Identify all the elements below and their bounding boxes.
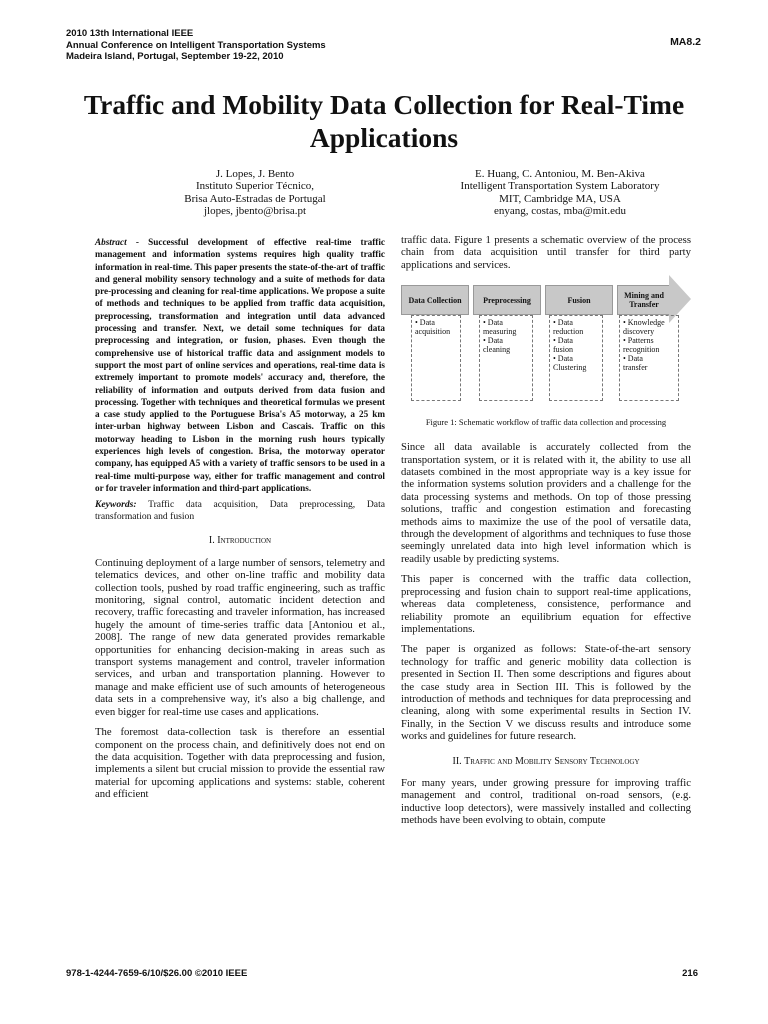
- stage-item: • Data: [553, 318, 573, 328]
- stage-head-mining-transfer: Mining and Transfer: [617, 285, 671, 315]
- author-block-1: [130, 168, 380, 218]
- stage-head-preprocessing: Preprocessing: [473, 285, 541, 315]
- author-line: Instituto Superior Técnico,: [195, 180, 315, 193]
- keywords: [95, 499, 385, 522]
- stage-box-mining-transfer: [619, 315, 679, 401]
- stage-item: Clustering: [553, 363, 587, 373]
- keywords-label: Keywords:: [95, 499, 137, 511]
- stage-item: • Data: [623, 354, 643, 364]
- stage-head-data-collection: Data Collection: [401, 285, 469, 315]
- stage-box-preprocessing: [479, 315, 533, 401]
- right-column: [401, 234, 691, 835]
- stage-box-fusion: [549, 315, 603, 401]
- paragraph: The paper is organized as follows: State-of-the-art sensory technology for traffic and generic mobility data collection is presented in Section II. Then some descriptions and figures about the case study area in Section III. This is followed by the introduction of methods and techniques for data preprocessing and cleaning, along with some experimental results in Section IV. Finally, in the Section V we discuss results and introduce some works and guidelines for future research.: [401, 643, 691, 743]
- paragraph: Since all data available is accurately collected from the transportation system, or it is related with it, the ability to use all datasets combined in the most appropriate way is a key issue for the information systems solution providers and a challenge for the data processing systems and methods. On top of those pressing solutions, traffic and congestion estimation and forecasting methods aims to maximize the use of the pool of versatile data, through the development of algorithms and techniques to fuse those seemingly unrelated data into high level information which is readily usable by predicting systems.: [401, 441, 691, 565]
- section-heading-introduction: [95, 535, 385, 547]
- stage-item: • Data: [415, 318, 435, 328]
- section-title: Traffic and Mobility Sensory Technology: [464, 755, 640, 767]
- section-number: I.: [208, 535, 215, 547]
- paragraph: Continuing deployment of a large number of sensors, telemetry and telematics devices, and other on-line traffic and mobility data collection tools, pushed by road traffic engineering, such as traffic monitoring, signal control, automatic incident detection and recovery, traffic forecasting and traveler information, has increased hugely the amount of time-series traffic data [Antoniou et al., 2008]. The range of new data generated provides remarkable opportunities for enhancing decision-making in areas such as transport systems management and control, traveler information services, and urban and transportation planning. However to manage and make efficient use of such amounts of heterogeneous data sets in a comprehensive way, it's also a big challenge, and even bigger for real-time use cases and applications.: [95, 556, 385, 718]
- stage-item: fusion: [553, 345, 573, 355]
- stage-item: • Data: [483, 318, 503, 328]
- author-block-2: [410, 168, 710, 218]
- stage-item: transfer: [623, 363, 648, 373]
- author-line: jlopes, jbento@brisa.pt: [203, 205, 307, 218]
- footer-isbn: 978-1-4244-7659-6/10/$26.00 ©2010 IEEE: [66, 968, 248, 979]
- stage-item: • Patterns: [623, 336, 654, 346]
- stage-item: • Knowledge: [623, 318, 665, 328]
- stage-item: acquisition: [415, 327, 451, 337]
- author-line: MIT, Cambridge MA, USA: [499, 192, 621, 205]
- paragraph: This paper is concerned with the traffic data collection, preprocessing and fusion chain to support real-time applications, whereas data completeness, consistence, performance and reliability promote an equilibrium equation for effective implementations.: [401, 573, 691, 635]
- stage-head-fusion: Fusion: [545, 285, 613, 315]
- stage-item: • Data: [553, 336, 573, 346]
- abstract-text: - Successful development of effective real-time traffic management and information systems requires high quality traffic information in real-time. This paper presents the state-of-the-art of traffic and general mobility sensory technology and a suite of methods for data pre-processing and cleaning for real-time applications. We propose a suite of methods and techniques to be applied from traffic data acquisition, preprocessing, transformation and integration until data advanced processing and transfer. Next, we detail some techniques for data preprocessing and integration, or fusion, phases. Even though the comprehensive use of historical traffic data and assignment models to support the most part of online services and operations, real-time data is extremely important to promote models' accuracy and, therefore, the reliability of information and outputs derived from data fusion and processing. Together with techniques and theoretical formulas we present a case study applied to the Portuguese Brisa's A5 motorway, a 25 km inter-urban highway between Lisbon and Cascais. Traffic on this motorway heading to Lisbon in the morning rush hours typically experiences high levels of congestion. Brisa, the motorway operator company, has equipped A5 with a variety of traffic sensors to be used in a real-time multi-purpose way, either for traffic management and control or for traveler information and third-part applications.: [95, 237, 385, 493]
- keywords-text: Traffic data acquisition, Data preprocessing, Data transformation and fusion: [95, 499, 385, 522]
- paragraph: For many years, under growing pressure for improving traffic management and control, traditional on-road sensors, (e.g. inductive loop detectors), were massively installed and collecting methods have been evolving to obtain, compute: [401, 776, 691, 827]
- section-title: Introduction: [217, 535, 272, 547]
- conference-header: [66, 28, 326, 63]
- conference-line: 2010 13th International IEEE: [66, 28, 194, 39]
- paragraph: traffic data. Figure 1 presents a schematic overview of the process chain from data acquisition until transfer for third party applications and services.: [401, 234, 691, 271]
- abstract: [95, 236, 385, 494]
- stage-item: • Data: [553, 354, 573, 364]
- left-column: [95, 236, 385, 809]
- section-heading-sensory-technology: [401, 756, 691, 768]
- author-line: Intelligent Transportation System Laboratory: [460, 180, 660, 193]
- stage-item: discovery: [623, 327, 655, 337]
- abstract-label: Abstract: [95, 237, 127, 247]
- author-line: J. Lopes, J. Bento: [215, 168, 295, 180]
- figure-caption: Figure 1: Schematic workflow of traffic data collection and processing: [425, 417, 667, 428]
- session-code: MA8.2: [670, 36, 701, 48]
- paper-title: Traffic and Mobility Data Collection for Real-Time Applications: [83, 89, 685, 153]
- page-number: 216: [682, 968, 698, 979]
- conference-line: Madeira Island, Portugal, September 19-22, 2010: [66, 51, 284, 62]
- stage-item: reduction: [553, 327, 584, 337]
- section-number: II.: [452, 755, 462, 767]
- author-line: E. Huang, C. Antoniou, M. Ben-Akiva: [475, 168, 645, 180]
- conference-line: Annual Conference on Intelligent Transportation Systems: [66, 39, 326, 51]
- stage-item: • Data: [483, 336, 503, 346]
- stage-item: cleaning: [483, 345, 511, 355]
- stage-box-data-collection: [411, 315, 461, 401]
- stage-item: measuring: [483, 327, 517, 337]
- author-line: Brisa Auto-Estradas de Portugal: [184, 192, 326, 205]
- author-line: enyang, costas, mba@mit.edu: [493, 205, 627, 218]
- workflow-figure: [401, 285, 691, 413]
- paragraph: The foremost data-collection task is therefore an essential component on the process chain, and definitively does not end on the data acquisition. Together with data preprocessing and fusion, implements a silent but crucial mission to provide the essential raw material for upcoming applications and systems: stable, coherent and efficient: [95, 726, 385, 801]
- stage-item: recognition: [623, 345, 660, 355]
